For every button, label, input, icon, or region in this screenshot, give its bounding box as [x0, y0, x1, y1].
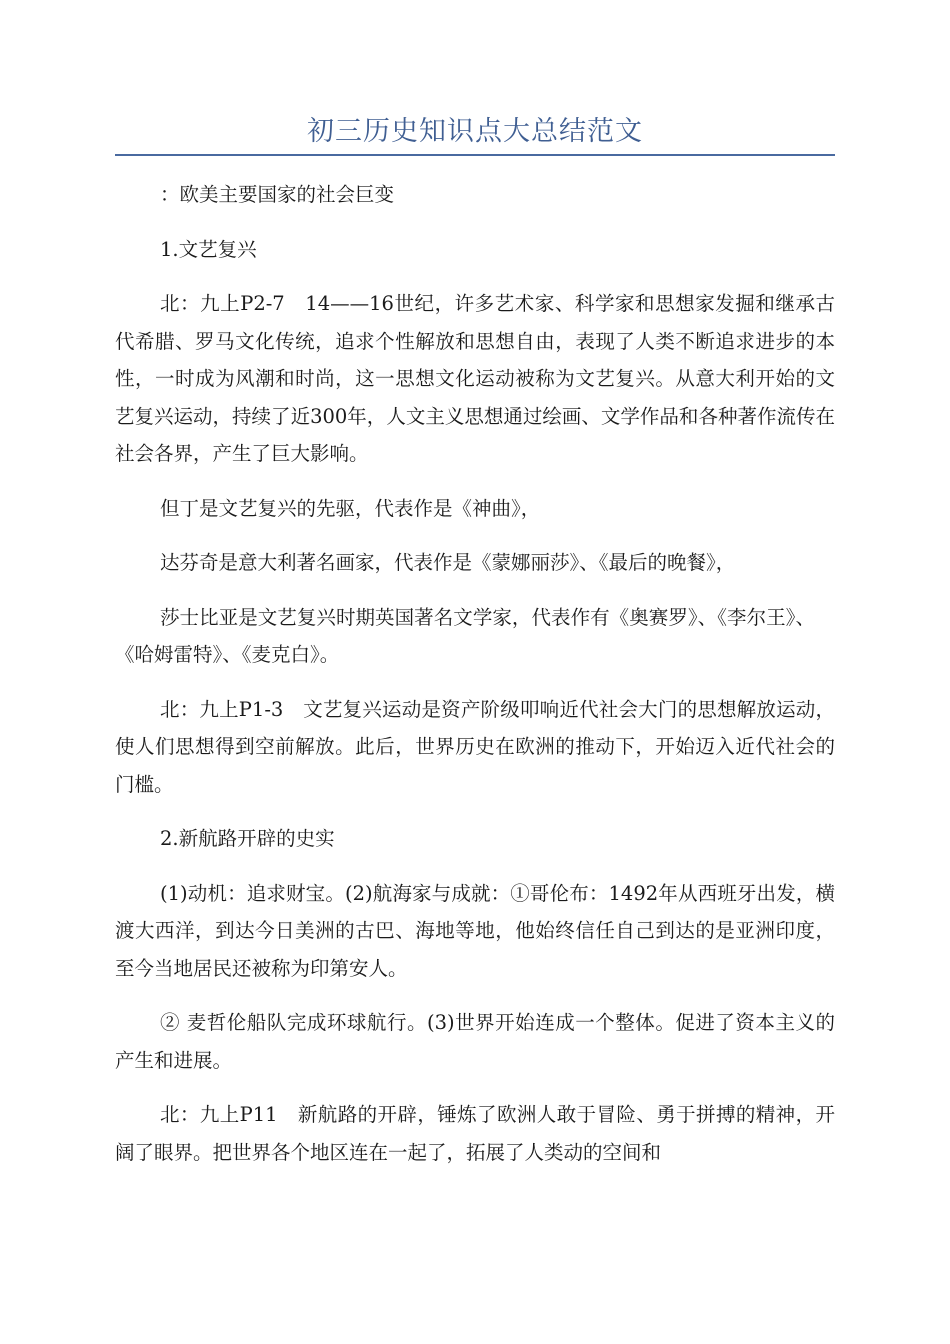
paragraph-magellan: ② 麦哲伦船队完成环球航行。(3)世界开始连成一个整体。促进了资本主义的产生和进展。	[115, 1011, 835, 1072]
subheading-new-routes: 2.新航路开辟的史实	[160, 827, 335, 850]
section-heading: ：欧美主要国家的社会巨变	[160, 183, 395, 206]
document-body	[115, 176, 835, 1188]
paragraph-columbus: (1)动机：追求财宝。(2)航海家与成就：①哥伦布：1492年从西班牙出发，横渡大西洋，到达今日美洲的古巴、海地等地，他始终信任自己到达的是亚洲印度，至今当地居民还被称为印第安人。	[115, 881, 835, 980]
paragraph-da-vinci: 达芬奇是意大利著名画家，代表作是《蒙娜丽莎》、《最后的晚餐》，	[160, 551, 736, 574]
subheading-renaissance: 1.文艺复兴	[160, 237, 257, 261]
paragraph-shakespeare: 莎士比亚是文艺复兴时期英国著名文学家，代表作有《奥赛罗》、《李尔王》、《哈姆雷特》、《麦克白》。	[115, 605, 815, 666]
paragraph-new-routes-significance: 北：九上P11 新航路的开辟，锤炼了欧洲人敢于冒险、勇于拼搏的精神，开阔了眼界。把世界各个地区连在一起了，拓展了人类动的空间和	[115, 1103, 835, 1164]
title-underline	[115, 154, 835, 156]
paragraph-dante: 但丁是文艺复兴的先驱，代表作是《神曲》，	[160, 496, 541, 520]
paragraph-renaissance-overview: 北：九上P2-7 14——16世纪，许多艺术家、科学家和思想家发掘和继承古代希腊、罗马文化传统，追求个性解放和思想自由，表现了人类不断追求进步的本性，一时成为风潮和时尚，这一思想文化运动被称为文艺复兴。从意大利开始的文艺复兴运动，持续了近300年，人文主义思想通过绘画、文学作品和各种著作流传在社会各界，产生了巨大影响。	[115, 292, 835, 465]
paragraph-renaissance-significance: 北：九上P1-3 文艺复兴运动是资产阶级叩响近代社会大门的思想解放运动，使人们思想得到空前解放。此后，世界历史在欧洲的推动下，开始迈入近代社会的门槛。	[115, 697, 835, 796]
document-title: 初三历史知识点大总结范文	[307, 116, 643, 147]
